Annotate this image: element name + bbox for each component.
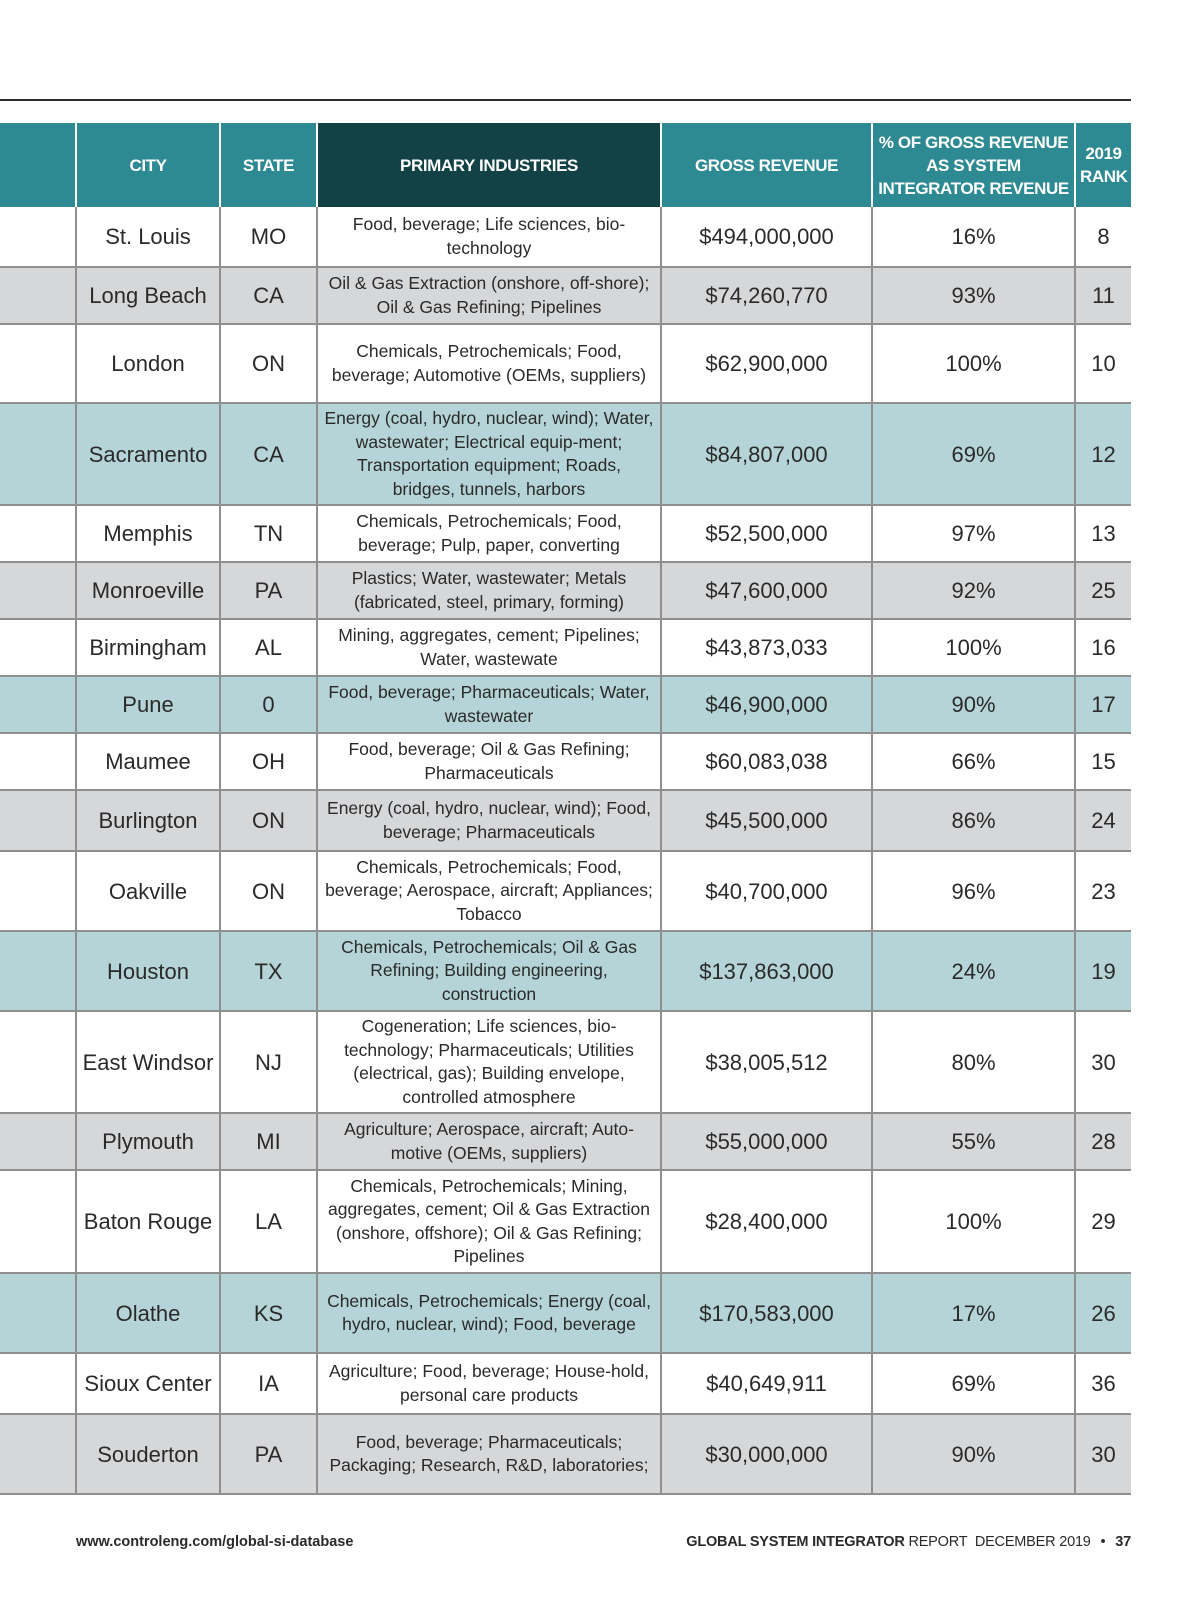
header-2019-rank: 2019 RANK	[1075, 123, 1131, 207]
city-cell: Birmingham	[76, 619, 220, 676]
table-row	[0, 207, 1131, 267]
header-primary-industries: PRIMARY INDUSTRIES	[317, 123, 661, 207]
rank-cell: 8	[1075, 207, 1131, 267]
industries-cell: Food, beverage; Life sciences, bio-technology	[317, 207, 661, 267]
state-cell: OH	[220, 733, 317, 790]
city-cell: Pune	[76, 676, 220, 733]
city-cell: Plymouth	[76, 1113, 220, 1170]
industries-cell: Plastics; Water, wastewater; Metals (fabricated, steel, primary, forming)	[317, 562, 661, 619]
percent-cell: 90%	[872, 1414, 1075, 1494]
city-cell: London	[76, 324, 220, 403]
industries-cell: Energy (coal, hydro, nuclear, wind); Food, beverage; Pharmaceuticals	[317, 790, 661, 851]
gross-revenue-cell: $47,600,000	[661, 562, 872, 619]
state-cell: TN	[220, 505, 317, 562]
percent-cell: 16%	[872, 207, 1075, 267]
rank-cell: 17	[1075, 676, 1131, 733]
header-city: CITY	[76, 123, 220, 207]
row-lead-cell	[0, 207, 76, 267]
rank-cell: 13	[1075, 505, 1131, 562]
row-lead-cell	[0, 851, 76, 931]
industries-cell: Chemicals, Petrochemicals; Food, beverage; Pulp, paper, converting	[317, 505, 661, 562]
state-cell: KS	[220, 1273, 317, 1353]
row-lead-cell	[0, 324, 76, 403]
table-row	[0, 851, 1131, 931]
table-row	[0, 1273, 1131, 1353]
city-cell: Monroeville	[76, 562, 220, 619]
gross-revenue-cell: $137,863,000	[661, 931, 872, 1011]
gross-revenue-cell: $74,260,770	[661, 267, 872, 324]
percent-cell: 69%	[872, 1353, 1075, 1414]
state-cell: LA	[220, 1170, 317, 1273]
row-lead-cell	[0, 1273, 76, 1353]
state-cell: ON	[220, 790, 317, 851]
table-row	[0, 562, 1131, 619]
rank-cell: 12	[1075, 403, 1131, 505]
table-row	[0, 1011, 1131, 1113]
percent-cell: 97%	[872, 505, 1075, 562]
industries-cell: Energy (coal, hydro, nuclear, wind); Water, wastewater; Electrical equip-ment; Transportation equipment; Roads, bridges, tunnels, harbors	[317, 403, 661, 505]
header-percent-si-revenue: % OF GROSS REVENUE AS SYSTEM INTEGRATOR REVENUE	[872, 123, 1075, 207]
industries-cell: Food, beverage; Pharmaceuticals; Packaging; Research, R&D, laboratories;	[317, 1414, 661, 1494]
percent-cell: 92%	[872, 562, 1075, 619]
percent-cell: 93%	[872, 267, 1075, 324]
system-integrator-table	[0, 123, 1131, 1495]
footer-report-info	[686, 1534, 1131, 1550]
state-cell: 0	[220, 676, 317, 733]
gross-revenue-cell: $38,005,512	[661, 1011, 872, 1113]
gross-revenue-cell: $60,083,038	[661, 733, 872, 790]
row-lead-cell	[0, 1414, 76, 1494]
table-row	[0, 267, 1131, 324]
industries-cell: Chemicals, Petrochemicals; Mining, aggregates, cement; Oil & Gas Extraction (onshore, offshore); Oil & Gas Refining; Pipelines	[317, 1170, 661, 1273]
row-lead-cell	[0, 562, 76, 619]
state-cell: CA	[220, 403, 317, 505]
top-rule	[0, 99, 1131, 101]
city-cell: St. Louis	[76, 207, 220, 267]
city-cell: Burlington	[76, 790, 220, 851]
gross-revenue-cell: $52,500,000	[661, 505, 872, 562]
row-lead-cell	[0, 790, 76, 851]
table-row	[0, 619, 1131, 676]
gross-revenue-cell: $45,500,000	[661, 790, 872, 851]
header-row	[0, 123, 1131, 207]
footer-bullet: •	[1100, 1534, 1106, 1550]
state-cell: MI	[220, 1113, 317, 1170]
city-cell: Olathe	[76, 1273, 220, 1353]
gross-revenue-cell: $40,649,911	[661, 1353, 872, 1414]
city-cell: Sacramento	[76, 403, 220, 505]
rank-cell: 26	[1075, 1273, 1131, 1353]
city-cell: Long Beach	[76, 267, 220, 324]
state-cell: TX	[220, 931, 317, 1011]
state-cell: AL	[220, 619, 317, 676]
percent-cell: 17%	[872, 1273, 1075, 1353]
header-lead-cell	[0, 123, 76, 207]
header-state: STATE	[220, 123, 317, 207]
footer-issue-date: DECEMBER 2019	[974, 1534, 1091, 1550]
percent-cell: 24%	[872, 931, 1075, 1011]
industries-cell: Mining, aggregates, cement; Pipelines; Water, wastewate	[317, 619, 661, 676]
footer-report-title: GLOBAL SYSTEM INTEGRATOR	[686, 1534, 905, 1550]
table-row	[0, 931, 1131, 1011]
gross-revenue-cell: $62,900,000	[661, 324, 872, 403]
city-cell: Houston	[76, 931, 220, 1011]
city-cell: Sioux Center	[76, 1353, 220, 1414]
state-cell: NJ	[220, 1011, 317, 1113]
industries-cell: Agriculture; Aerospace, aircraft; Auto-motive (OEMs, suppliers)	[317, 1113, 661, 1170]
industries-cell: Oil & Gas Extraction (onshore, off-shore); Oil & Gas Refining; Pipelines	[317, 267, 661, 324]
rank-cell: 29	[1075, 1170, 1131, 1273]
row-lead-cell	[0, 505, 76, 562]
table-row	[0, 1353, 1131, 1414]
row-lead-cell	[0, 1170, 76, 1273]
rank-cell: 10	[1075, 324, 1131, 403]
table-row	[0, 1113, 1131, 1170]
gross-revenue-cell: $170,583,000	[661, 1273, 872, 1353]
rank-cell: 15	[1075, 733, 1131, 790]
page-number: 37	[1115, 1534, 1131, 1550]
percent-cell: 100%	[872, 619, 1075, 676]
city-cell: East Windsor	[76, 1011, 220, 1113]
table-row	[0, 403, 1131, 505]
percent-cell: 96%	[872, 851, 1075, 931]
row-lead-cell	[0, 733, 76, 790]
rank-cell: 30	[1075, 1011, 1131, 1113]
city-cell: Maumee	[76, 733, 220, 790]
row-lead-cell	[0, 619, 76, 676]
industries-cell: Chemicals, Petrochemicals; Energy (coal, hydro, nuclear, wind); Food, beverage	[317, 1273, 661, 1353]
industries-cell: Cogeneration; Life sciences, bio-technology; Pharmaceuticals; Utilities (electrical, gas); Building envelope, controlled atmosphere	[317, 1011, 661, 1113]
rank-cell: 19	[1075, 931, 1131, 1011]
table-row	[0, 324, 1131, 403]
rank-cell: 36	[1075, 1353, 1131, 1414]
table-row	[0, 505, 1131, 562]
percent-cell: 90%	[872, 676, 1075, 733]
rank-cell: 16	[1075, 619, 1131, 676]
gross-revenue-cell: $55,000,000	[661, 1113, 872, 1170]
row-lead-cell	[0, 267, 76, 324]
gross-revenue-cell: $84,807,000	[661, 403, 872, 505]
percent-cell: 66%	[872, 733, 1075, 790]
table-row	[0, 790, 1131, 851]
percent-cell: 86%	[872, 790, 1075, 851]
industries-cell: Food, beverage; Pharmaceuticals; Water, wastewater	[317, 676, 661, 733]
percent-cell: 80%	[872, 1011, 1075, 1113]
row-lead-cell	[0, 676, 76, 733]
industries-cell: Chemicals, Petrochemicals; Food, beverage; Aerospace, aircraft; Appliances; Tobacco	[317, 851, 661, 931]
header-gross-revenue: GROSS REVENUE	[661, 123, 872, 207]
row-lead-cell	[0, 931, 76, 1011]
industries-cell: Chemicals, Petrochemicals; Oil & Gas Refining; Building engineering, construction	[317, 931, 661, 1011]
row-lead-cell	[0, 1353, 76, 1414]
rank-cell: 23	[1075, 851, 1131, 931]
state-cell: IA	[220, 1353, 317, 1414]
percent-cell: 100%	[872, 1170, 1075, 1273]
state-cell: CA	[220, 267, 317, 324]
gross-revenue-cell: $28,400,000	[661, 1170, 872, 1273]
rank-cell: 25	[1075, 562, 1131, 619]
gross-revenue-cell: $43,873,033	[661, 619, 872, 676]
industries-cell: Food, beverage; Oil & Gas Refining; Pharmaceuticals	[317, 733, 661, 790]
table-body	[0, 207, 1131, 1494]
footer-report-word: REPORT	[908, 1534, 968, 1550]
city-cell: Baton Rouge	[76, 1170, 220, 1273]
gross-revenue-cell: $494,000,000	[661, 207, 872, 267]
industries-cell: Agriculture; Food, beverage; House-hold, personal care products	[317, 1353, 661, 1414]
rank-cell: 11	[1075, 267, 1131, 324]
city-cell: Souderton	[76, 1414, 220, 1494]
table-row	[0, 1414, 1131, 1494]
rank-cell: 28	[1075, 1113, 1131, 1170]
city-cell: Memphis	[76, 505, 220, 562]
gross-revenue-cell: $30,000,000	[661, 1414, 872, 1494]
city-cell: Oakville	[76, 851, 220, 931]
percent-cell: 69%	[872, 403, 1075, 505]
state-cell: MO	[220, 207, 317, 267]
table-row	[0, 1170, 1131, 1273]
table-row	[0, 733, 1131, 790]
row-lead-cell	[0, 1113, 76, 1170]
table-row	[0, 676, 1131, 733]
state-cell: PA	[220, 1414, 317, 1494]
gross-revenue-cell: $40,700,000	[661, 851, 872, 931]
industries-cell: Chemicals, Petrochemicals; Food, beverage; Automotive (OEMs, suppliers)	[317, 324, 661, 403]
state-cell: ON	[220, 851, 317, 931]
gross-revenue-cell: $46,900,000	[661, 676, 872, 733]
percent-cell: 55%	[872, 1113, 1075, 1170]
percent-cell: 100%	[872, 324, 1075, 403]
row-lead-cell	[0, 403, 76, 505]
state-cell: ON	[220, 324, 317, 403]
footer-url: www.controleng.com/global-si-database	[76, 1534, 354, 1550]
state-cell: PA	[220, 562, 317, 619]
row-lead-cell	[0, 1011, 76, 1113]
rank-cell: 30	[1075, 1414, 1131, 1494]
rank-cell: 24	[1075, 790, 1131, 851]
